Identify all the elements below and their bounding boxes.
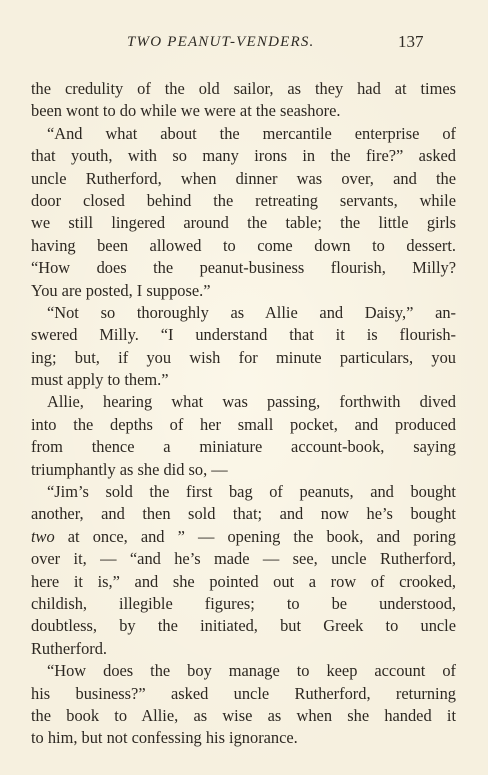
- text-line: that youth, with so many irons in the fire?” asked: [31, 146, 456, 166]
- text-segment: at once, and ” — opening the book, and poring: [54, 526, 456, 546]
- text-line: triumphantly as she did so, —: [31, 459, 228, 479]
- body-text: [31, 78, 456, 750]
- text-line: from thence a miniature account-book, saying: [31, 437, 456, 457]
- text-line: “Jim’s sold the first bag of peanuts, and bought: [47, 482, 456, 502]
- text-line: into the depths of her small pocket, and produced: [31, 414, 456, 434]
- text-line: Rutherford.: [31, 638, 108, 658]
- text-line: to him, but not confessing his ignorance.: [31, 728, 298, 748]
- text-line: here it is,” and she pointed out a row of crooked,: [31, 571, 456, 591]
- text-line: Allie, hearing what was passing, forthwith dived: [47, 392, 456, 412]
- text-line: been wont to do while we were at the seashore.: [31, 101, 341, 121]
- text-line: we still lingered around the table; the little girls: [31, 213, 456, 233]
- text-line: “How does the boy manage to keep account of: [47, 661, 456, 681]
- text-line: “And what about the mercantile enterprise of: [47, 123, 456, 143]
- text-line: having been allowed to come down to dessert.: [31, 235, 456, 255]
- text-line: ing; but, if you wish for minute particulars, you: [31, 347, 456, 367]
- text-line: “How does the peanut-business flourish, Milly?: [31, 258, 456, 278]
- text-line: You are posted, I suppose.”: [31, 280, 211, 300]
- text-line: doubtless, by the initiated, but Greek to uncle: [31, 616, 456, 636]
- text-line: over it, — “and he’s made — see, uncle Rutherford,: [31, 549, 456, 569]
- text-line: must apply to them.”: [31, 370, 169, 390]
- text-line: uncle Rutherford, when dinner was over, and the: [31, 168, 456, 188]
- text-line: swered Milly. “I understand that it is flourish-: [31, 325, 456, 345]
- page-number: 137: [398, 32, 424, 51]
- page-header: [0, 34, 488, 58]
- text-line: [31, 526, 456, 548]
- text-line: “Not so thoroughly as Allie and Daisy,” an-: [47, 302, 456, 322]
- text-line: another, and then sold that; and now he’s bought: [31, 504, 456, 524]
- running-title: TWO PEANUT-VENDERS.: [127, 34, 315, 50]
- text-line: childish, illegible figures; to be understood,: [31, 593, 456, 613]
- text-line: the credulity of the old sailor, as they had at times: [31, 79, 456, 98]
- text-line: the book to Allie, as wise as when she handed it: [31, 705, 456, 725]
- italic-word: two: [31, 526, 55, 546]
- text-line: door closed behind the retreating servants, while: [31, 190, 456, 210]
- text-line: his business?” asked uncle Rutherford, returning: [31, 683, 456, 703]
